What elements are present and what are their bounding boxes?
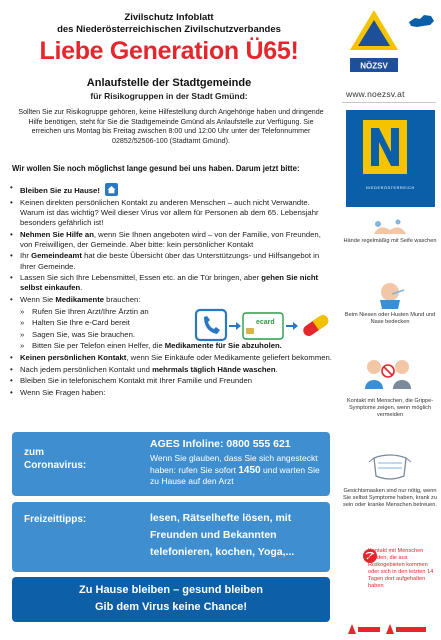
lead-text: Wir wollen Sie noch möglichst lange gesund bei uns haben. Darum jetzt bitte: <box>12 164 300 173</box>
noezsv-logo <box>344 4 404 80</box>
sub-list-item: » Halten Sie Ihre e-Card bereit <box>10 318 332 328</box>
hotline-number: 1450 <box>238 464 261 476</box>
box-label-line1: zum <box>24 447 44 458</box>
face-mask-icon <box>368 450 412 489</box>
ecard-label: ecard <box>256 319 275 326</box>
freizeit-text: lesen, Rätselhefte lösen, mit Freunden und Bekannten telefonieren, kochen, Yoga,... <box>150 512 295 558</box>
bullet-strong: Medikamente für Sie abzuholen. <box>164 341 282 351</box>
tip-face-masks: Gesichtsmasken sind nur nötig, wenn Sie selbst Symptome haben, krank zu sein oder kranke Menschen betreuen. <box>343 488 437 508</box>
org-title-line2: des Niederösterreichischen Zivilschutzverbandes <box>57 24 281 35</box>
bullet-text: Lassen Sie sich Ihre Lebensmittel, Essen etc. an die Tür bringen, aber <box>20 273 262 283</box>
bullet-text: hat die beste Übersicht über das Unterstützungs- und Hilfsangebot in Ihrer Gemeinde. <box>20 251 320 271</box>
medication-illustration <box>194 306 334 346</box>
freizeit-label: Freizeittipps: <box>24 514 87 525</box>
noe-n-mark <box>363 120 407 174</box>
bullet-strong: Bleiben Sie zu Hause! <box>20 186 100 195</box>
bullet-strong: Medikamente <box>55 294 105 304</box>
distance-icon <box>360 355 416 396</box>
slogan-line1: Zu Hause bleiben – gesund bleiben <box>79 584 263 596</box>
house-icon <box>105 183 118 196</box>
intro-paragraph: Sollten Sie zur Risikogruppe gehören, keine Hilfestellung durch Angehörige haben und dringende Hilfe benötigen, steht für Sie die Stadtgemeinde Gmünd als Anlaufstelle zur Verfügung. Sie erreichen uns Montag bis Freitag zwischen 8:00 und 12:00 Uhr unter der Telefonnummer 02852/52506-100 (Stadtamt Gmünd). <box>18 108 324 145</box>
arrow-icon <box>229 322 241 330</box>
phone-icon <box>196 310 226 340</box>
divider <box>342 102 436 103</box>
bullet-strong: gehen Sie nicht selbst einkaufen <box>20 273 319 293</box>
subheading-title: Anlaufstelle der Stadtgemeinde <box>86 77 252 89</box>
list-item <box>10 230 332 250</box>
list-item <box>10 365 332 375</box>
coronavirus-instructions <box>150 453 322 488</box>
bullet-text: Ihr <box>20 251 32 261</box>
slogan-line2: Gib dem Virus keine Chance! <box>94 601 247 613</box>
partner-logo-icon <box>348 624 380 634</box>
website-url: www.noezsv.at <box>346 89 405 99</box>
sneeze-icon <box>372 280 408 315</box>
tip-sneezing: Beim Niesen oder Husten Mund und Nase bedecken <box>344 312 436 325</box>
bullet-strong: Keinen persönlichen Kontakt <box>20 352 127 362</box>
sub-list-item: » Rufen Sie Ihren Arzt/Ihre Ärztin an <box>10 307 332 317</box>
logo-text: NÖZSV <box>360 61 388 71</box>
freizeit-tips-box <box>12 502 330 572</box>
ages-infoline: AGES Infoline: 0800 555 621 <box>150 438 291 450</box>
list-item <box>10 273 332 293</box>
list-item: • Bleiben Sie in telefonischem Kontakt mit Ihrer Familie und Freunden <box>10 376 332 386</box>
box-label-line2: Coronavirus: <box>24 460 87 471</box>
subheading-subtitle: für Risikogruppen in der Stadt Gmünd: <box>90 91 248 101</box>
bullet-text: brauchen: <box>104 294 141 304</box>
list-item: • Wenn Sie Fragen haben: <box>10 388 332 398</box>
pills-icon <box>301 313 330 338</box>
niederoesterreich-logo <box>346 110 435 207</box>
list-item <box>10 251 332 271</box>
bullet-text: Bitten Sie per Telefon einen Helfer, die <box>32 341 165 351</box>
bullet-text: . <box>275 364 278 374</box>
bullet-strong: mehrmals täglich Hände waschen <box>152 364 276 374</box>
partner-logo-icon <box>386 624 426 634</box>
noe-logo-text: NIEDERÖSTERREICH <box>366 186 415 190</box>
sub-list-item: » Sagen Sie, was Sie brauchen. <box>10 330 332 340</box>
list-item <box>10 295 332 305</box>
list-item: • Keinen direkten persönlichen Kontakt zu anderen Menschen – auch nicht Verwandte. Warum ist das wichtig? Weil dieser Virus vor allem für Personen ab dem 65. Lebensjahr besonders gefährlich ist! <box>10 198 332 229</box>
coronavirus-info-box <box>12 432 330 496</box>
box-text: Wenn Sie glauben, dass Sie sich angesteckt haben: rufen Sie sofort <box>150 453 318 475</box>
bullet-list <box>10 183 332 399</box>
list-item <box>10 353 332 363</box>
bullet-strong: Gemeindeamt <box>31 251 82 261</box>
ecard-icon <box>243 313 283 339</box>
bullet-text: . <box>80 283 83 293</box>
tip-risk-areas: Kontakt mit Menschen meiden, die aus Risikogebieten kommen oder sich in den letzten 14 Tagen dort aufgehalten haben <box>368 548 434 589</box>
bullet-text: Nach jedem persönlichen Kontakt und <box>20 364 153 374</box>
sidebar <box>338 0 441 640</box>
tip-avoid-contact: Kontakt mit Menschen, die Grippe-Symptome zeigen, wenn möglich vermeiden <box>346 398 434 418</box>
bullet-strong: Nehmen Sie Hilfe an <box>20 229 94 239</box>
headline: Liebe Generation Ü65! <box>39 37 299 65</box>
bullet-text: , wenn Sie Ihnen angeboten wird – von der Familie, von Freunden, von Freiwilligen, der Gemeinde. Aber bitte: kein persönlicher Kontakt <box>20 229 321 249</box>
arrow-icon <box>286 322 298 330</box>
box-text: und warten Sie zu Hause auf den Arzt <box>150 464 320 486</box>
austria-map-icon <box>406 12 436 30</box>
tip-handwashing: Hände regelmäßig mit Seife waschen <box>343 238 437 244</box>
org-title-line1: Zivilschutz Infoblatt <box>124 12 214 23</box>
footer-slogan-box <box>12 577 330 622</box>
list-item <box>10 183 332 196</box>
partner-logos <box>344 620 434 638</box>
bullet-text: Wenn Sie <box>20 294 56 304</box>
bullet-text: , wenn Sie Einkäufe oder Medikamente geliefert bekommen. <box>126 352 332 362</box>
